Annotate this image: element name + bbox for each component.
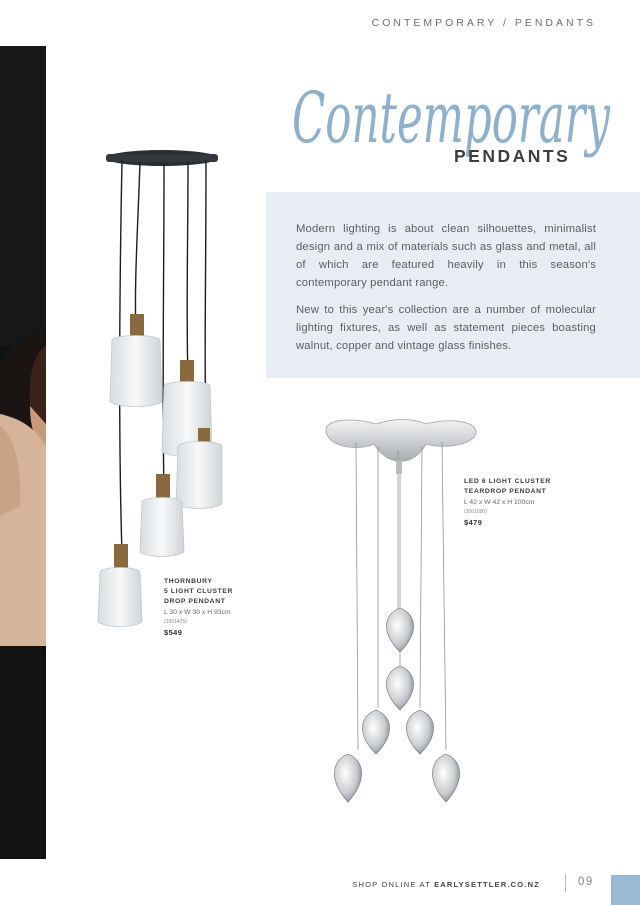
- product-code: (3001475): [164, 619, 187, 625]
- product-dimensions: L 30 x W 30 x H 93cm: [164, 609, 231, 616]
- intro-paragraph-2: New to this year's collection are a number of molecular lighting fixtures, as well as statement pieces boasting walnut, copper and vintage glass finishes.: [296, 304, 596, 352]
- product-led-teardrop: [464, 477, 574, 527]
- footer-shop-online: [352, 880, 540, 889]
- intro-panel: [266, 192, 640, 378]
- page-number: 09: [578, 876, 594, 888]
- product-name-line: TEARDROP PENDANT: [464, 488, 547, 495]
- footer-shop-prefix: SHOP ONLINE AT: [352, 880, 431, 889]
- heading-script-word: Contemporary: [292, 77, 611, 159]
- heading-script-contemporary: [288, 58, 618, 188]
- product-name-line: THORNBURY: [164, 578, 213, 585]
- footer-website-link[interactable]: EARLYSETTLER.CO.NZ: [434, 880, 540, 889]
- product-price: $549: [164, 628, 183, 637]
- product-name-line: 5 LIGHT CLUSTER: [164, 588, 234, 595]
- product-dimensions: L 42 x W 42 x H 100cm: [464, 499, 535, 506]
- product-thornbury: [164, 577, 264, 637]
- product-code: (3001090): [464, 509, 487, 515]
- corner-accent-block: [611, 875, 640, 905]
- heading-subtitle: PENDANTS: [454, 146, 571, 166]
- product-name-line: LED 6 LIGHT CLUSTER: [464, 478, 551, 485]
- thornbury-pendant-image: [92, 144, 227, 634]
- footer-divider: [565, 874, 566, 892]
- product-name-line: DROP PENDANT: [164, 598, 226, 605]
- teardrop-pendant-image: [316, 410, 484, 810]
- product-price: $479: [464, 518, 483, 527]
- lifestyle-photo: [0, 46, 46, 859]
- intro-paragraph-1: Modern lighting is about clean silhouettes, minimalist design and a mix of materials such as glass and metal, all of which are featured heavily in this season's contemporary pendant range.: [296, 223, 596, 289]
- breadcrumb: CONTEMPORARY / PENDANTS: [371, 17, 596, 29]
